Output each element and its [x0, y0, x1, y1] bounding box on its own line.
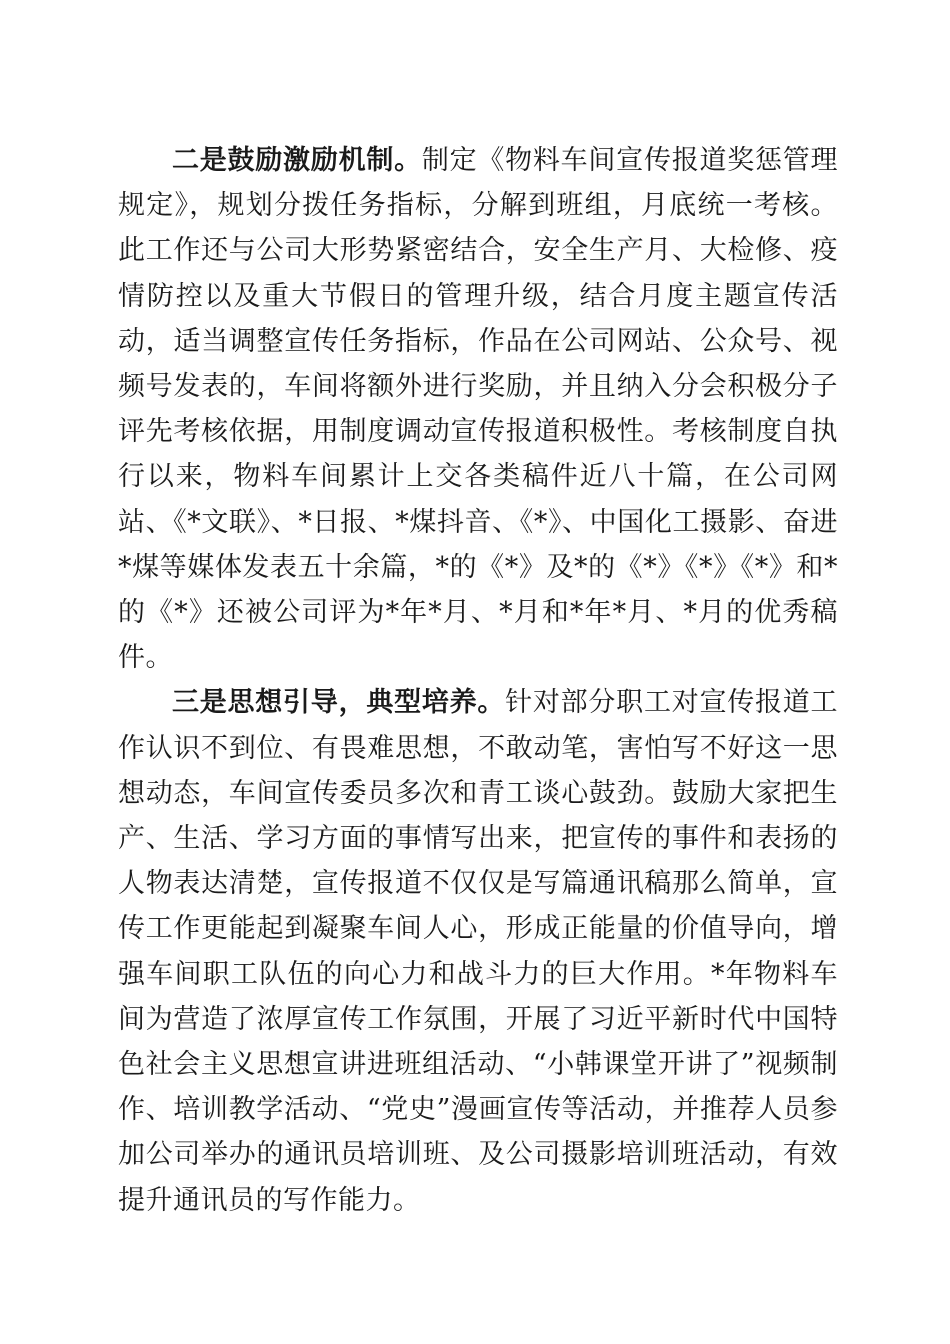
document-body	[118, 138, 838, 1223]
paragraph-body-text: 制定《物料车间宣传报道奖惩管理规定》，规划分拨任务指标，分解到班组，月底统一考核。此工作还与公司大形势紧密结合，安全生产月、大检修、疫情防控以及重大节假日的管理升级，结合月度主题宣传活动，适当调整宣传任务指标，作品在公司网站、公众号、视频号发表的，车间将额外进行奖励，并且纳入分会积极分子评先考核依据，用制度调动宣传报道积极性。考核制度自执行以来，物料车间累计上交各类稿件近八十篇，在公司网站、《*文联》、*日报、*煤抖音、《*》、中国化工摄影、奋进*煤等媒体发表五十余篇，*的《*》及*的《*》《*》《*》和*的《*》还被公司评为*年*月、*月和*年*月、*月的优秀稿件。	[118, 145, 839, 674]
paragraph-lead-heading: 二是鼓励激励机制。	[172, 145, 422, 176]
paragraph-lead-heading: 三是思想引导，典型培养。	[172, 687, 506, 719]
paragraph-ideological-guidance	[118, 680, 838, 1222]
paragraph-incentive-mechanism	[118, 138, 838, 680]
paragraph-body-text: 针对部分职工对宣传报道工作认识不到位、有畏难思想，不敢动笔，害怕写不好这一思想动态，车间宣传委员多次和青工谈心鼓劲。鼓励大家把生产、生活、学习方面的事情写出来，把宣传的事件和表扬的人物表达清楚，宣传报道不仅仅是写篇通讯稿那么简单，宣传工作更能起到凝聚车间人心，形成正能量的价值导向，增强车间职工队伍的向心力和战斗力的巨大作用。*年物料车间为营造了浓厚宣传工作氛围，开展了习近平新时代中国特色社会主义思想宣讲进班组活动、“小韩课堂开讲了”视频制作、培训教学活动、“党史”漫画宣传等活动，并推荐人员参加公司举办的通讯员培训班、及公司摄影培训班活动，有效提升通讯员的写作能力。	[118, 687, 839, 1216]
